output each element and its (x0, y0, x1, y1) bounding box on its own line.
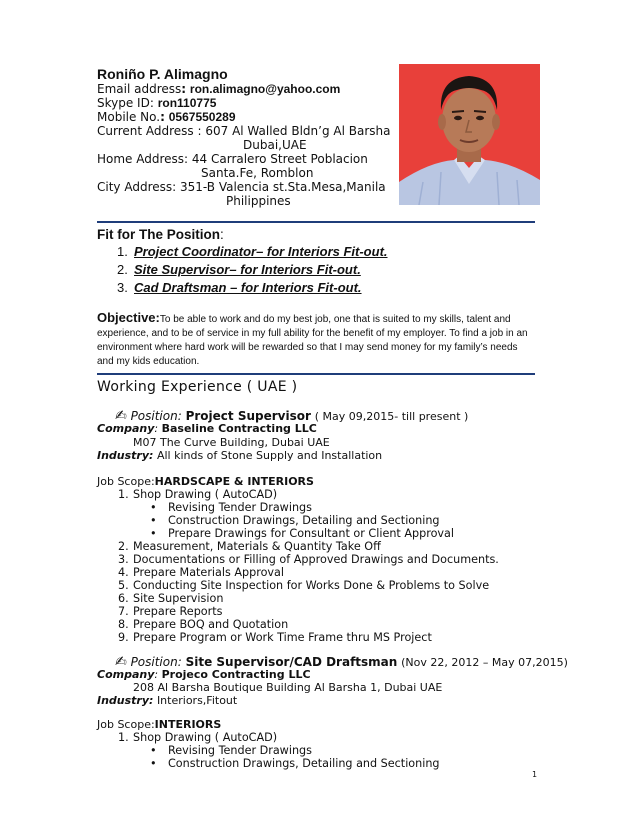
bullet-icon: • (150, 744, 157, 757)
bullet-icon: • (150, 514, 157, 527)
duty-item: 2. Measurement, Materials & Quantity Take Off (118, 540, 381, 553)
duty-item: 1. Shop Drawing ( AutoCAD) (118, 731, 278, 744)
job-address: 208 Al Barsha Boutique Building Al Barsha 1, Dubai UAE (133, 681, 443, 694)
home-address-line2: Santa.Fe, Romblon (201, 166, 314, 180)
city-address-line2: Philippines (226, 194, 291, 208)
duties-list (118, 488, 518, 644)
duty-item: 1. Shop Drawing ( AutoCAD) (118, 488, 278, 501)
applicant-name: Roniño P. Alimagno (97, 66, 228, 82)
city-address-line1: City Address: 351-B Valencia st.Sta.Mesa,Manila (97, 180, 386, 194)
duty-subitem: • Construction Drawings, Detailing and Sectioning (150, 757, 440, 770)
objective-label: Objective: (97, 310, 160, 325)
portrait-icon (399, 64, 540, 205)
duty-subitem: • Revising Tender Drawings (150, 501, 312, 514)
pen-icon: ✍ (115, 654, 127, 670)
job-position-line: ✍ Position: Project Supervisor ( May 09,2015- till present ) (115, 408, 469, 424)
portrait-photo (399, 64, 540, 205)
duty-subitem: • Prepare Drawings for Consultant or Client Approval (150, 527, 455, 540)
duty-item: 8. Prepare BOQ and Quotation (118, 618, 289, 631)
duty-item: 7. Prepare Reports (118, 605, 223, 618)
current-address-line1: Current Address : 607 Al Walled Bldn’g Al Barsha (97, 124, 391, 138)
fit-item: 2. Site Supervisor– for Interiors Fit-out. (117, 262, 361, 277)
mobile-value: 0567550289 (168, 110, 236, 124)
page-number: 1 (532, 770, 538, 779)
job-scope-line: Job Scope:INTERIORS (97, 718, 222, 731)
home-address-line1: Home Address: 44 Carralero Street Poblacion (97, 152, 368, 166)
bullet-icon: • (150, 501, 157, 514)
job-address: M07 The Curve Building, Dubai UAE (133, 436, 330, 449)
email-value: ron.alimagno@yahoo.com (189, 82, 341, 96)
bullet-icon: • (150, 527, 157, 540)
bullet-icon: • (150, 757, 157, 770)
duty-item: 5. Conducting Site Inspection for Works Done & Problems to Solve (118, 579, 490, 592)
fit-item: 1. Project Coordinator– for Interiors Fit-out. (117, 244, 388, 259)
job-industry-line: Industry: Interiors,Fitout (97, 694, 238, 707)
mobile-line: Mobile No.: 0567550289 (97, 110, 236, 124)
email-line: Email address: ron.alimagno@yahoo.com (97, 82, 341, 96)
experience-heading: Working Experience ( UAE ) (97, 379, 298, 395)
duty-subitem: • Revising Tender Drawings (150, 744, 312, 757)
job-industry-line: Industry: All kinds of Stone Supply and Installation (97, 449, 383, 462)
duty-item: 6. Site Supervision (118, 592, 224, 605)
fit-heading: Fit for The Position: (97, 227, 224, 242)
pen-icon: ✍ (115, 408, 127, 424)
duties-list (118, 731, 518, 770)
current-address-line2: Dubai,UAE (243, 138, 307, 152)
objective-text: To be able to work and do my best job, one that is suited to my skills, talent and experience, and to be of service in my full ability for the benefit of my employer. To find a job in an environment where hard work will be rewarded so that I may send money for my family’s needs and my kids education. (97, 314, 528, 367)
duty-item: 3. Documentations or Filling of Approved Drawings and Documents. (118, 553, 499, 566)
section-divider (97, 221, 535, 223)
skype-line: Skype ID: ron110775 (97, 96, 217, 110)
job-scope-line: Job Scope:HARDSCAPE & INTERIORS (97, 475, 314, 488)
duty-item: 9. Prepare Program or Work Time Frame thru MS Project (118, 631, 432, 644)
job-position-line: ✍ Position: Site Supervisor/CAD Draftsman (Nov 22, 2012 – May 07,2015) (115, 654, 568, 670)
section-divider (97, 373, 535, 375)
duty-subitem: • Construction Drawings, Detailing and Sectioning (150, 514, 440, 527)
objective-paragraph (97, 311, 537, 369)
job-company-line: Company: Projeco Contracting LLC (97, 668, 311, 681)
job-company-line: Company: Baseline Contracting LLC (97, 422, 317, 435)
duty-item: 4. Prepare Materials Approval (118, 566, 285, 579)
skype-value: ron110775 (157, 96, 217, 110)
fit-item: 3. Cad Draftsman – for Interiors Fit-out. (117, 280, 362, 295)
